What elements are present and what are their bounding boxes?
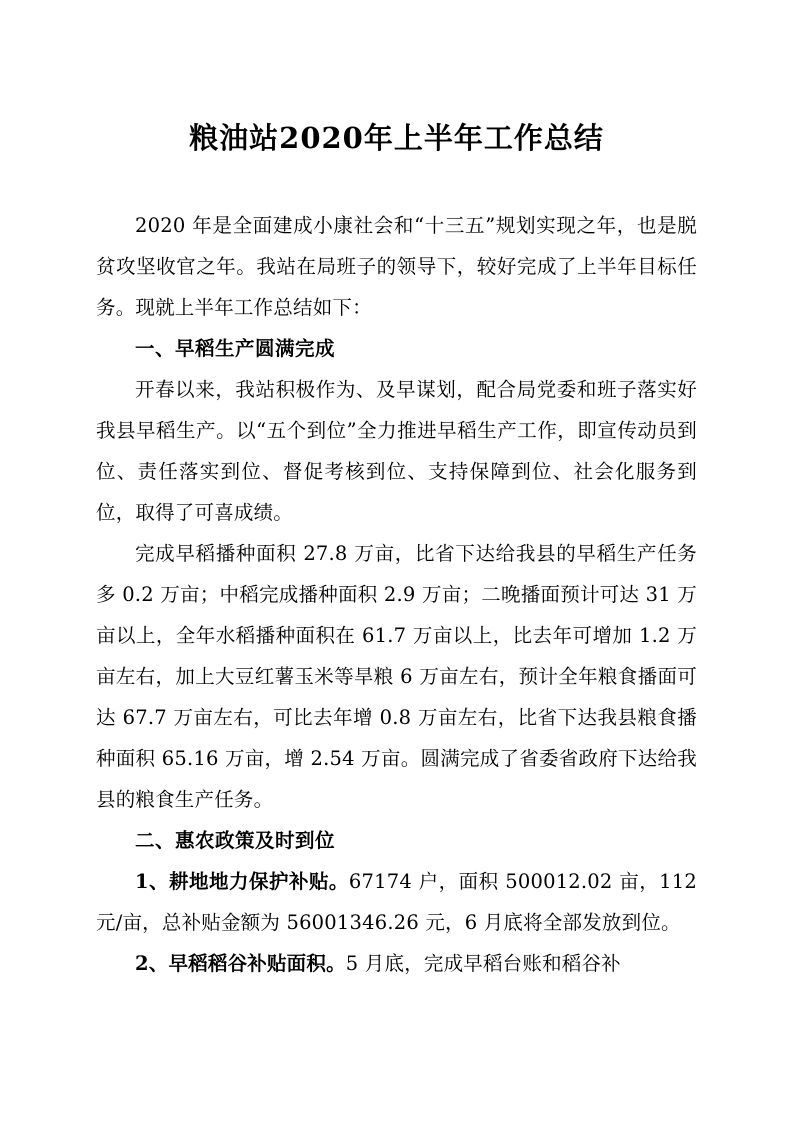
paragraph-early-rice-measures: 开春以来，我站积极作为、及早谋划，配合局党委和班子落实好我县早稻生产。以“五个到位”全力推进早稻生产工作，即宣传动员到位、责任落实到位、督促考核到位、支持保障到位、社会化服务到位，取得了可喜成绩。: [96, 377, 697, 524]
page-title: 粮油站2020年上半年工作总结: [189, 121, 604, 155]
sub-paragraph-subsidy-1-lead: 1、耕地地力保护补贴。: [135, 869, 349, 893]
paragraph-intro: 2020 年是全面建成小康社会和“十三五”规划实现之年，也是脱贫攻坚收官之年。我站在局班子的领导下，较好完成了上半年目标任务。现就上半年工作总结如下：: [96, 213, 697, 319]
sub-paragraph-subsidy-1: [96, 861, 697, 943]
section-heading-2: 二、惠农政策及时到位: [135, 828, 336, 852]
paragraph-early-rice-figures: 完成早稻播种面积 27.8 万亩，比省下达给我县的早稻生产任务多 0.2 万亩；中稻完成播种面积 2.9 万亩；二晚播面预计可达 31 万亩以上，全年水稻播种面积在 61.7 万亩以上，比去年可增加 1.2 万亩左右，加上大豆红薯玉米等旱粮 6 万亩左右，预计全年粮食播面可达 67.7 万亩左右，可比去年增 0.8 万亩左右，比省下达我县粮食播种面积 65.16 万亩，增 2.54 万亩。圆满完成了省委省政府下达给我县的粮食生产任务。: [96, 541, 697, 811]
section-heading-1: 一、早稻生产圆满完成: [135, 336, 336, 360]
sub-paragraph-subsidy-2-text: 5 月底，完成早稻台账和稻谷补: [345, 951, 621, 975]
sub-paragraph-subsidy-1-text: 67174 户，面积 500012.02 亩，112 元/亩，总补贴金额为 56001346.26 元，6 月底将全部发放到位。: [96, 869, 697, 934]
sub-paragraph-subsidy-2-lead: 2、早稻稻谷补贴面积。: [135, 951, 346, 975]
sub-paragraph-subsidy-2: [96, 943, 697, 984]
